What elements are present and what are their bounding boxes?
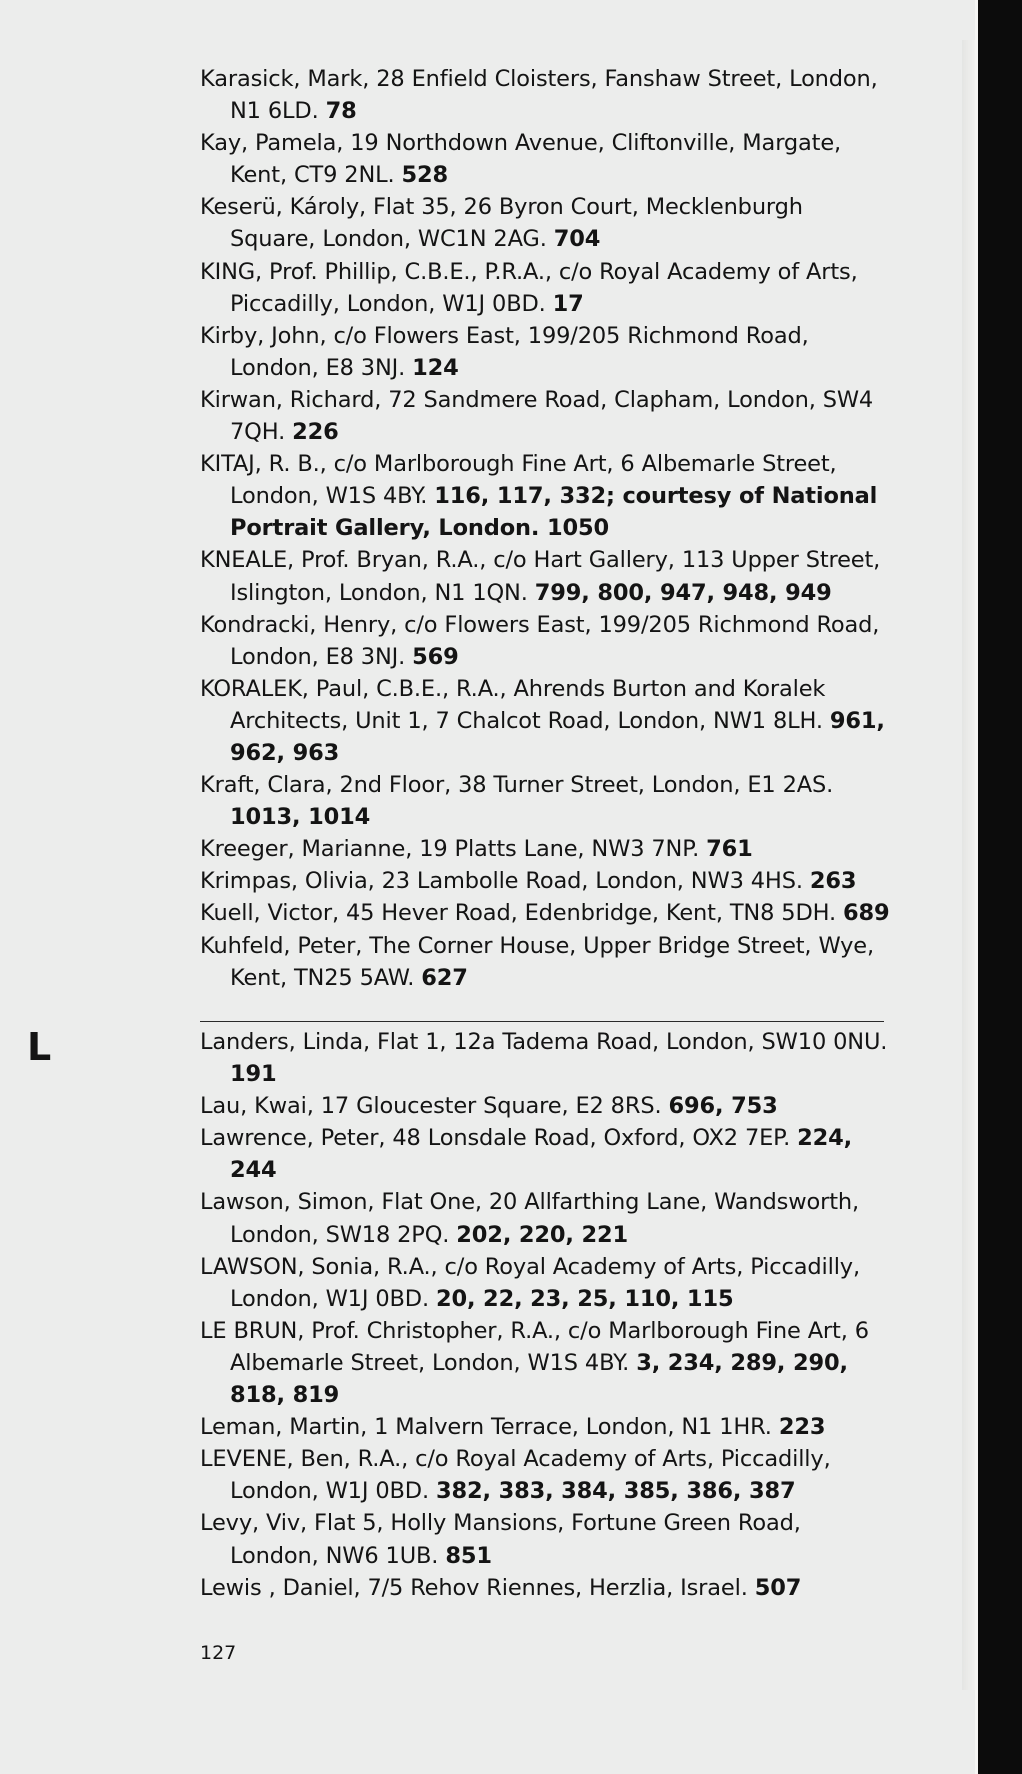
index-entry (200, 1122, 890, 1186)
index-entries-l (200, 1026, 890, 1604)
index-entries-k (200, 63, 890, 994)
page-number: 127 (200, 1642, 237, 1664)
entry-address: , Flat 35, 26 Byron Court, Mecklenburgh Square, London, WC1N 2AG. (230, 194, 803, 253)
entry-name: Kirwan, Richard (200, 386, 375, 413)
index-entry (200, 769, 890, 833)
index-entry (200, 256, 890, 320)
entry-name: Kuell, Victor (200, 900, 332, 927)
entry-address: , 72 Sandmere Road, Clapham, London, SW4 7QH. (230, 386, 874, 446)
entry-name: Karasick, Mark (200, 66, 363, 92)
entry-name: Kuhfeld, Peter (200, 932, 356, 959)
index-entry (200, 1507, 890, 1571)
entry-name: Kraft, Clara (200, 772, 326, 799)
entry-address: , 7/5 Rehov Riennes, Herzlia, Israel. (353, 1574, 755, 1601)
entry-address: , c/o Marlborough Fine Art, 6 Albemarle Street, London, W1S 4BY. (230, 451, 837, 510)
entry-address: , R.A., c/o Royal Academy of Arts, Piccadilly, London, W1J 0BD. (230, 1253, 860, 1312)
entry-pages: 627 (421, 964, 468, 991)
index-entry (200, 191, 890, 255)
entry-address: , 19 Northdown Avenue, Cliftonville, Margate, Kent, CT9 2NL. (230, 130, 842, 189)
entry-address: , c/o Flowers East, 199/205 Richmond Road, London, E8 3NJ. (230, 611, 880, 670)
entry-name: KNEALE, Prof. Bryan (200, 547, 422, 574)
entry-pages: 696, 753 (668, 1093, 778, 1120)
entry-name: KING, Prof. Phillip (200, 258, 391, 285)
entry-pages: 116, 117, 332; courtesy of National Portrait Gallery, London. 1050 (230, 483, 878, 542)
entry-pages: 851 (445, 1542, 492, 1569)
entry-name: Keserü, Károly (200, 194, 359, 221)
section-divider (200, 1021, 884, 1022)
entry-address: , Flat 1, 12a Tadema Road, London, SW10 0NU. (363, 1029, 888, 1055)
index-entry (200, 673, 890, 769)
entry-name: LE BRUN, Prof. Christopher (200, 1317, 497, 1344)
index-entry (200, 865, 890, 897)
entry-name: Lawrence, Peter (200, 1125, 379, 1152)
index-entry (200, 448, 890, 544)
entry-address: , C.B.E., P.R.A., c/o Royal Academy of Arts, Piccadilly, London, W1J 0BD. (230, 258, 858, 317)
entry-name: Leman, Martin (200, 1414, 361, 1441)
entry-address: , R.A., c/o Marlborough Fine Art, 6 Albemarle Street, London, W1S 4BY. (230, 1317, 869, 1376)
entry-address: , 1 Malvern Terrace, London, N1 1HR. (360, 1414, 779, 1441)
entry-pages: 20, 22, 23, 25, 110, 115 (435, 1285, 734, 1312)
entry-name: KITAJ, R. B. (200, 451, 320, 478)
page-edge (975, 0, 978, 1774)
index-entry (200, 1443, 890, 1507)
entry-address: , 19 Platts Lane, NW3 7NP. (405, 836, 707, 863)
page-edge-shadow (962, 40, 976, 1690)
entry-pages: 202, 220, 221 (456, 1221, 629, 1248)
entry-address: , R.A., c/o Hart Gallery, 113 Upper Street, Islington, London, N1 1QN. (230, 547, 881, 606)
entry-pages: 78 (325, 98, 357, 125)
entry-address: , Flat One, 20 Allfarthing Lane, Wandsworth, London, SW18 2PQ. (230, 1189, 859, 1248)
entry-address: , 23 Lambolle Road, London, NW3 4HS. (367, 868, 810, 895)
entry-pages: 799, 800, 947, 948, 949 (534, 579, 832, 606)
index-entry (200, 544, 890, 608)
entry-pages: 382, 383, 384, 385, 386, 387 (435, 1478, 796, 1505)
entry-address: , Flat 5, Holly Mansions, Fortune Green Road, London, NW6 1UB. (230, 1510, 801, 1569)
entry-pages: 507 (754, 1574, 802, 1601)
index-entry (200, 1186, 890, 1250)
entry-name: Lewis , Daniel (200, 1574, 354, 1601)
entry-address: , The Corner House, Upper Bridge Street, Wye, Kent, TN25 5AW. (230, 932, 875, 991)
index-entry (200, 1572, 890, 1604)
index-entry (200, 930, 890, 994)
entry-address: , 17 Gloucester Square, E2 8RS. (306, 1093, 669, 1120)
entry-pages: 223 (778, 1414, 826, 1441)
entry-name: Kirby, John (200, 322, 320, 349)
index-entry (200, 1251, 890, 1315)
index-entry (200, 897, 890, 929)
entry-address: , 28 Enfield Cloisters, Fanshaw Street, London, N1 6LD. (230, 66, 878, 125)
index-entry (200, 384, 890, 448)
entry-pages: 961, 962, 963 (230, 707, 885, 766)
entry-pages: 3, 234, 289, 290, 818, 819 (230, 1349, 848, 1409)
index-entry (200, 833, 890, 865)
entry-name: KORALEK, Paul (200, 675, 363, 702)
entry-name: Kondracki, Henry (200, 611, 391, 638)
entry-name: Krimpas, Olivia (200, 868, 368, 895)
entry-name: Lawson, Simon (200, 1189, 368, 1216)
index-entry (200, 1026, 890, 1090)
entry-pages: 191 (230, 1061, 277, 1088)
entry-pages: 761 (706, 836, 753, 863)
entry-pages: 569 (412, 643, 459, 670)
index-entry (200, 1315, 890, 1411)
entry-pages: 704 (553, 226, 601, 253)
entry-address: , 48 Lonsdale Road, Oxford, OX2 7EP. (378, 1125, 798, 1152)
entry-pages: 263 (809, 868, 857, 895)
entry-address: , 2nd Floor, 38 Turner Street, London, E1 2AS. (325, 772, 834, 799)
entry-pages: 1013, 1014 (230, 804, 371, 831)
entry-pages: 226 (292, 419, 339, 446)
entry-name: Kay, Pamela (200, 130, 337, 157)
index-entry (200, 1411, 890, 1443)
entry-pages: 17 (552, 290, 584, 317)
entry-name: LEVENE, Ben (200, 1446, 344, 1473)
entry-name: Lau, Kwai (200, 1093, 307, 1120)
index-entry (200, 63, 890, 127)
entry-pages: 528 (401, 162, 449, 189)
entry-name: LAWSON, Sonia (200, 1253, 373, 1280)
index-entry (200, 609, 890, 673)
entry-name: Kreeger, Marianne (200, 836, 406, 863)
entry-name: Levy, Viv (200, 1510, 301, 1537)
entry-pages: 124 (412, 354, 459, 381)
index-entry (200, 320, 890, 384)
entry-pages: 224, 244 (230, 1125, 853, 1184)
entry-address: , C.B.E., R.A., Ahrends Burton and Koralek Architects, Unit 1, 7 Chalcot Road, London, NW1 8LH. (230, 675, 830, 734)
index-entry (200, 127, 890, 191)
entry-address: , 45 Hever Road, Edenbridge, Kent, TN8 5DH. (331, 900, 843, 927)
entry-address: , R.A., c/o Royal Academy of Arts, Piccadilly, London, W1J 0BD. (230, 1446, 831, 1505)
entry-name: Landers, Linda (200, 1029, 364, 1055)
entry-address: , c/o Flowers East, 199/205 Richmond Road, London, E8 3NJ. (230, 322, 809, 381)
index-entry (200, 1090, 890, 1122)
section-letter: L (27, 1025, 52, 1069)
entry-pages: 689 (843, 900, 890, 927)
